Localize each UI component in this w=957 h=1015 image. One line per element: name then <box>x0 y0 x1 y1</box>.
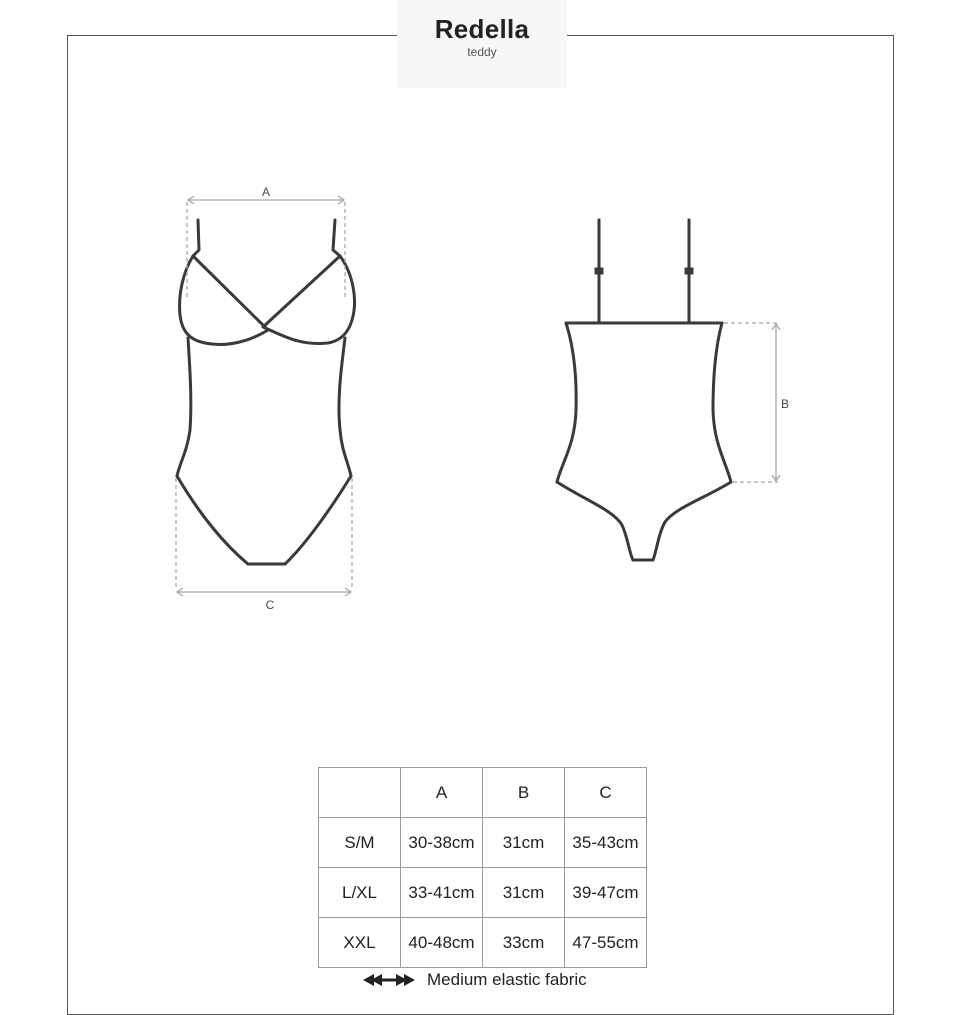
front-body-right <box>339 338 351 476</box>
dim-b-arrow <box>772 324 780 481</box>
fabric-legend <box>360 968 587 992</box>
dim-c-arrow <box>177 588 351 596</box>
dim-label-c: C <box>265 598 275 612</box>
size-table <box>318 767 647 968</box>
front-leg-left <box>177 476 248 564</box>
table-header-row <box>319 768 647 818</box>
table-cell: 39-47cm <box>565 868 647 918</box>
table-cell: 30-38cm <box>401 818 483 868</box>
table-cell: XXL <box>319 918 401 968</box>
table-header-cell: A <box>401 768 483 818</box>
front-dimensions <box>176 196 352 596</box>
front-view <box>177 220 355 564</box>
table-row <box>319 818 647 868</box>
back-body-left <box>557 323 576 482</box>
product-title: Redella <box>434 14 530 44</box>
legend-text: Medium elastic fabric <box>427 970 587 989</box>
table-cell: L/XL <box>319 868 401 918</box>
dim-c-line <box>176 478 352 590</box>
double-arrow-icon <box>360 972 418 988</box>
table-cell: 33cm <box>483 918 565 968</box>
back-leg-right <box>653 482 731 560</box>
dim-b-line <box>724 323 778 482</box>
back-leg-left <box>557 482 633 560</box>
table-cell: 31cm <box>483 868 565 918</box>
back-dimensions <box>724 323 780 482</box>
front-right-cup <box>263 256 355 344</box>
back-view <box>557 220 731 560</box>
front-body-left <box>177 338 191 476</box>
front-leg-right <box>285 476 351 564</box>
back-body-right <box>713 323 731 482</box>
table-cell: 33-41cm <box>401 868 483 918</box>
dim-label-a: A <box>261 185 271 199</box>
table-row <box>319 868 647 918</box>
dim-a-line <box>187 202 345 300</box>
table-header-cell: C <box>565 768 647 818</box>
front-left-strap <box>193 220 199 256</box>
dim-label-b: B <box>780 397 790 411</box>
table-header-cell <box>319 768 401 818</box>
table-cell: 35-43cm <box>565 818 647 868</box>
table-row <box>319 918 647 968</box>
table-cell: 47-55cm <box>565 918 647 968</box>
table-cell: 40-48cm <box>401 918 483 968</box>
back-right-strap-slider <box>685 268 693 274</box>
back-left-strap-slider <box>595 268 603 274</box>
front-left-cup <box>180 256 268 345</box>
front-right-strap <box>333 220 340 256</box>
table-cell: 31cm <box>483 818 565 868</box>
table-header-cell: B <box>483 768 565 818</box>
table-cell: S/M <box>319 818 401 868</box>
product-subtitle: teddy <box>467 45 497 59</box>
